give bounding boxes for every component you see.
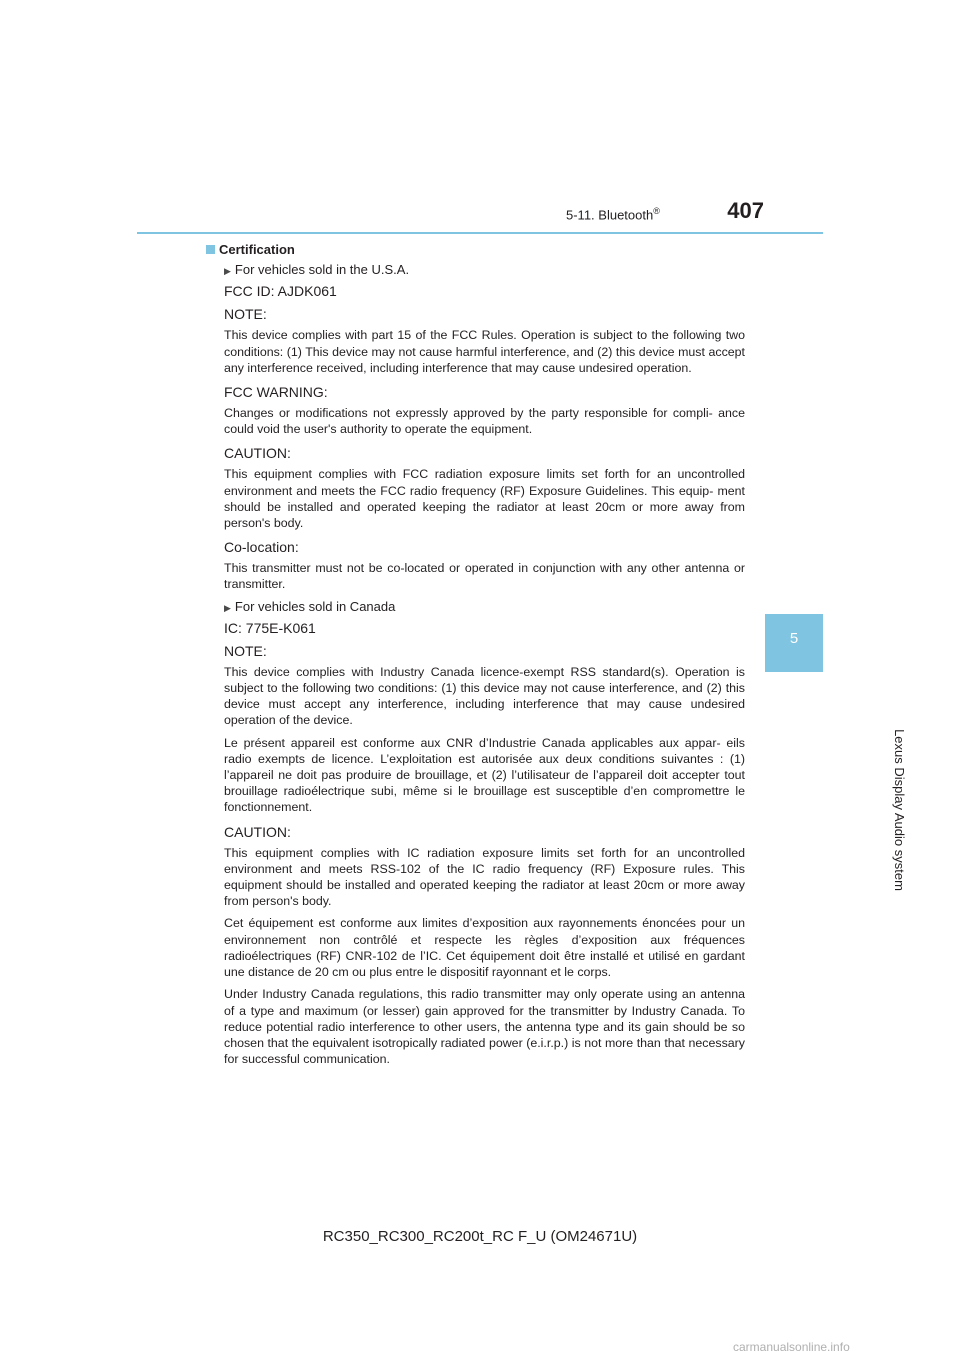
fcc-warning-text: Changes or modifications not expressly approved by the party responsible for compli- ance could void the user's authority to operate the equipment. (224, 406, 745, 437)
canada-caution-label: CAUTION: (224, 823, 291, 840)
canada-note-text: This device complies with Industry Canada licence-exempt RSS standard(s). Operation is subject to the following two conditions: (1) this device may not cause interference, and (2) this device must accept any interference, including interference that may cause undesired operation of the device. (224, 664, 745, 728)
usa-bullet: ▶ For vehicles sold in the U.S.A. (224, 262, 745, 279)
usa-note-label: NOTE: (224, 306, 267, 323)
canada-note-label: NOTE: (224, 642, 267, 659)
usa-note-text: This device complies with part 15 of the FCC Rules. Operation is subject to the following two conditions: (1) This device may not cause harmful interference, and (2) this device must accept any interference received, including interference that may cause undesired operation. (224, 328, 745, 375)
fcc-warning-label: FCC WARNING: (224, 384, 328, 401)
triangle-bullet-icon: ▶ (224, 266, 231, 277)
chapter-tab[interactable]: 5 (765, 614, 823, 672)
chapter-label: Lexus Display Audio system (892, 729, 907, 891)
page-content (219, 242, 745, 1073)
ic-id: IC: 775E-K061 (224, 619, 316, 636)
square-bullet-icon (206, 245, 215, 254)
colocation-text: This transmitter must not be co-located or operated in conjunction with any other antenna or transmitter. (224, 561, 745, 592)
registered-mark: ® (653, 206, 660, 216)
watermark[interactable]: carmanualsonline.info (733, 1340, 850, 1354)
fcc-id: FCC ID: AJDK061 (224, 283, 337, 300)
antenna-text: Under Industry Canada regulations, this radio transmitter may only operate using an antenna of a type and maximum (or lesser) gain approved for the transmitter by Industry Canada. To reduce potential radio interference to other users, the antenna type and its gain should be so chosen that the equivalent isotropically radiated power (e.i.r.p.) is not more than that necessary for successful communication. (224, 987, 745, 1067)
canada-bullet: ▶ For vehicles sold in Canada (224, 599, 745, 616)
header-rule (137, 232, 823, 234)
colocation-label: Co-location: (224, 539, 299, 556)
section-heading: Certification (206, 242, 727, 258)
canada-caution-text: This equipment complies with IC radiation exposure limits set forth for an uncontrolled environment and meets RSS-102 of the IC radio frequency (RF) Exposure rules. This equipment should be installed and operated keeping the radiator at least 20cm or more away from person's body. (224, 845, 745, 909)
page-number: 407 (727, 198, 764, 223)
canada-note-text-fr: Le présent appareil est conforme aux CNR d’Industrie Canada applicables aux appar- eils radio exempts de licence. L’exploitation est autorisée aux deux conditions suivantes : (1) l’appareil ne doit pas produire de brouillage, et (2) l’utilisateur de l’appareil doit accepter tout brouillage radioélectrique subi, même si le brouillage est susceptible d’en compromettre le fonctionnement. (224, 735, 745, 815)
section-title: 5-11. Bluetooth® (566, 206, 660, 223)
usa-caution-text: This equipment complies with FCC radiation exposure limits set forth for an uncontrolled environment and meets the FCC radio frequency (RF) Exposure Guidelines. This equip- ment should be installed and operated keeping the radiator at least 20cm or more away from person's body. (224, 467, 745, 531)
usa-caution-label: CAUTION: (224, 445, 291, 462)
model-code: RC350_RC300_RC200t_RC F_U (OM24671U) (322, 1228, 638, 1245)
canada-caution-text-fr: Cet équipement est conforme aux limites d’exposition aux rayonnements énoncées pour un environnement non contrôlé et respecte les règles d’exposition aux fréquences radioélectriques (RF) CNR-102 de l’IC. Cet équipement doit être installé et utilisé en gardant une distance de 20 cm ou plus entre le dispositif rayonnant et le corps. (224, 916, 745, 980)
triangle-bullet-icon: ▶ (224, 602, 231, 613)
